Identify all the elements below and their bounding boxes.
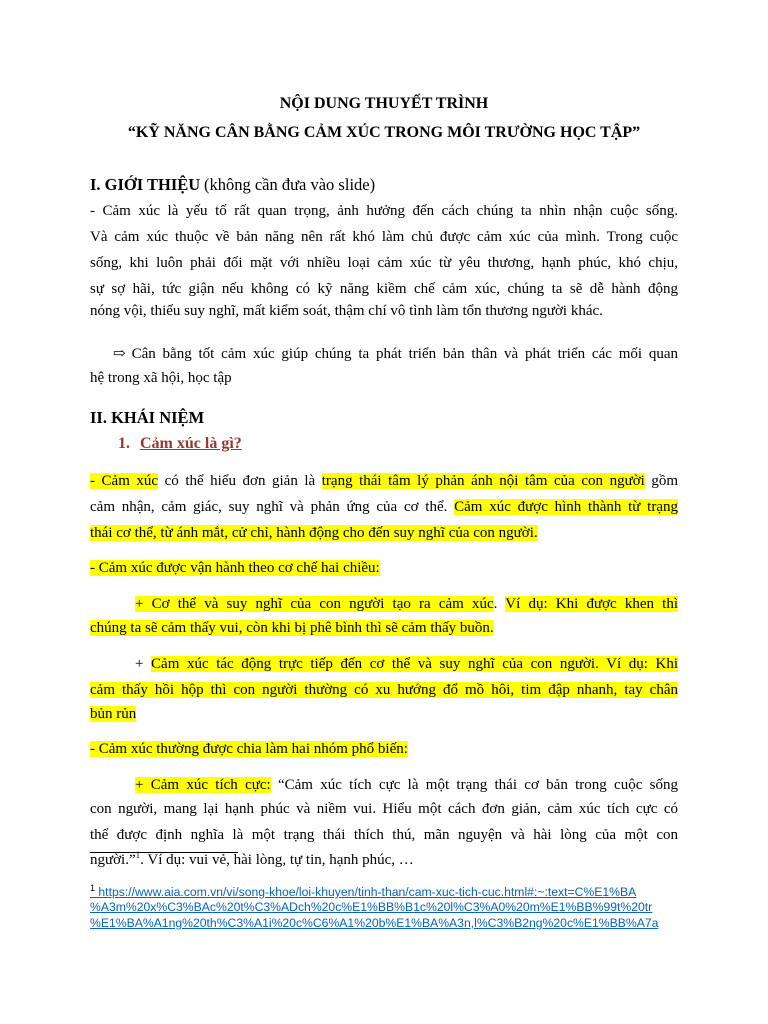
intro-line: nóng vội, thiếu suy nghĩ, mất kiểm soát, thậm chí vô tình làm tổn thương người khác.	[90, 303, 603, 319]
section-1-heading	[90, 175, 375, 195]
paragraph-line	[90, 473, 678, 490]
subsection-number: 1.	[118, 435, 130, 452]
intro-line: sống, khi luôn phải đối mặt với nhiều loại cảm xúc từ yêu thương, hạnh phúc, khó chịu,	[90, 255, 678, 271]
paragraph-line	[90, 560, 678, 577]
highlight: - Cảm xúc	[90, 473, 159, 489]
intro-line: Và cảm xúc thuộc về bản năng nên rất khó làm chủ được cảm xúc của mình. Trong cuộc	[90, 229, 678, 245]
subsection-title: Cảm xúc là gì?	[140, 435, 242, 452]
subsection-1-heading	[118, 435, 242, 453]
footnote-reference[interactable]: 1	[135, 850, 141, 860]
paragraph-line	[90, 706, 678, 723]
highlight: thái cơ thể, từ ánh mắt, cử chỉ, hành động cho đến suy nghĩ của con người.	[90, 525, 538, 541]
highlight: + Cảm xúc tích cực:	[135, 777, 271, 793]
document-title: NỘI DUNG THUYẾT TRÌNH	[279, 95, 489, 112]
text-run: có thể hiểu đơn giản là	[158, 473, 322, 489]
conclusion-text: Cân bằng tốt cảm xúc giúp chúng ta phát triển bản thân và phát triển các mối quan	[131, 346, 678, 362]
arrow-right-icon: ⇨	[113, 346, 126, 362]
paragraph-line	[90, 620, 678, 637]
highlight: bủn rủn	[90, 706, 137, 722]
conclusion-line	[113, 344, 678, 363]
intro-line: - Cảm xúc là yếu tố rất quan trọng, ảnh hưởng đến cách chúng ta nhìn nhận cuộc sống.	[90, 203, 678, 219]
highlight: chúng ta sẽ cảm thấy vui, còn khi bị phê bình thì sẽ cảm thấy buồn.	[90, 620, 494, 636]
paragraph-line	[90, 499, 678, 516]
highlight: - Cảm xúc thường được chia làm hai nhóm phổ biến:	[90, 741, 408, 757]
section-2-heading: II. KHÁI NIỆM	[90, 408, 205, 427]
intro-line: sự sợ hãi, tức giận nếu không có kỹ năng kiềm chế cảm xúc, chúng ta sẽ dễ hành động	[90, 281, 678, 297]
footnote-line[interactable]	[90, 883, 636, 899]
section-1-note: (không cần đưa vào slide)	[203, 175, 376, 194]
text-run: .	[493, 596, 506, 612]
footnote-number: 1	[90, 883, 96, 893]
text-run: +	[135, 656, 152, 672]
highlight: Cảm xúc được hình thành từ trạng	[454, 499, 678, 515]
paragraph-line	[90, 741, 678, 758]
text-run: người.”	[90, 852, 136, 868]
paragraph-line	[90, 525, 678, 542]
text-run: . Ví dụ: vui vẻ, hài lòng, tự tin, hạnh phúc, …	[140, 852, 414, 868]
text-run: cảm nhận, cảm giác, suy nghĩ và phản ứng của cơ thể.	[90, 499, 455, 515]
highlight: - Cảm xúc được vận hành theo cơ chế hai chiều:	[90, 560, 380, 576]
paragraph-line: thể được định nghĩa là một trạng thái thích thú, mãn nguyện và hài lòng của một con	[90, 827, 678, 843]
footnote-link[interactable]: %E1%BA%A1ng%20th%C3%A1i%20c%C6%A1%20b%E1%BA%A3n,l%C3%B2ng%20c%E1%BB%A7a	[90, 916, 659, 930]
text-run: gồm	[644, 473, 679, 489]
text-run: “Cảm xúc tích cực là một trạng thái cơ bản trong cuộc sống	[270, 777, 678, 793]
highlight: trạng thái tâm lý phản ánh nội tâm của con người	[321, 473, 645, 489]
footnote-divider	[90, 852, 238, 853]
highlight: + Cơ thể và suy nghĩ của con người tạo ra cảm xúc	[135, 596, 494, 612]
section-1-title: I. GIỚI THIỆU	[90, 175, 201, 194]
paragraph-line	[135, 656, 678, 673]
paragraph-line	[90, 682, 678, 699]
paragraph-line: con người, mang lại hạnh phúc và niềm vui. Hiểu một cách đơn giản, cảm xúc tích cực có	[90, 801, 678, 817]
highlight: cảm thấy hồi hộp thì con người thường có xu hướng đổ mồ hôi, tim đập nhanh, tay chân	[90, 682, 678, 698]
paragraph-line	[135, 596, 678, 613]
conclusion-line: hệ trong xã hội, học tập	[90, 370, 232, 386]
document-subtitle: “KỸ NĂNG CÂN BẰNG CẢM XÚC TRONG MÔI TRƯỜNG HỌC TẬP”	[127, 124, 641, 141]
footnote-link[interactable]: %A3m%20x%C3%BAc%20t%C3%ADch%20c%E1%BB%B1c%20l%C3%A0%20m%E1%BB%99t%20tr	[90, 900, 653, 914]
highlight: Cảm xúc tác động trực tiếp đến cơ thể và suy nghĩ của con người. Ví dụ: Khi	[151, 656, 678, 672]
footnote-link[interactable]: https://www.aia.com.vn/vi/song-khoe/loi-khuyen/tinh-than/cam-xuc-tich-cuc.html#:~:text=C%E1%BA	[98, 885, 637, 900]
highlight: Ví dụ: Khi được khen thì	[505, 596, 678, 612]
paragraph-line	[135, 777, 678, 794]
